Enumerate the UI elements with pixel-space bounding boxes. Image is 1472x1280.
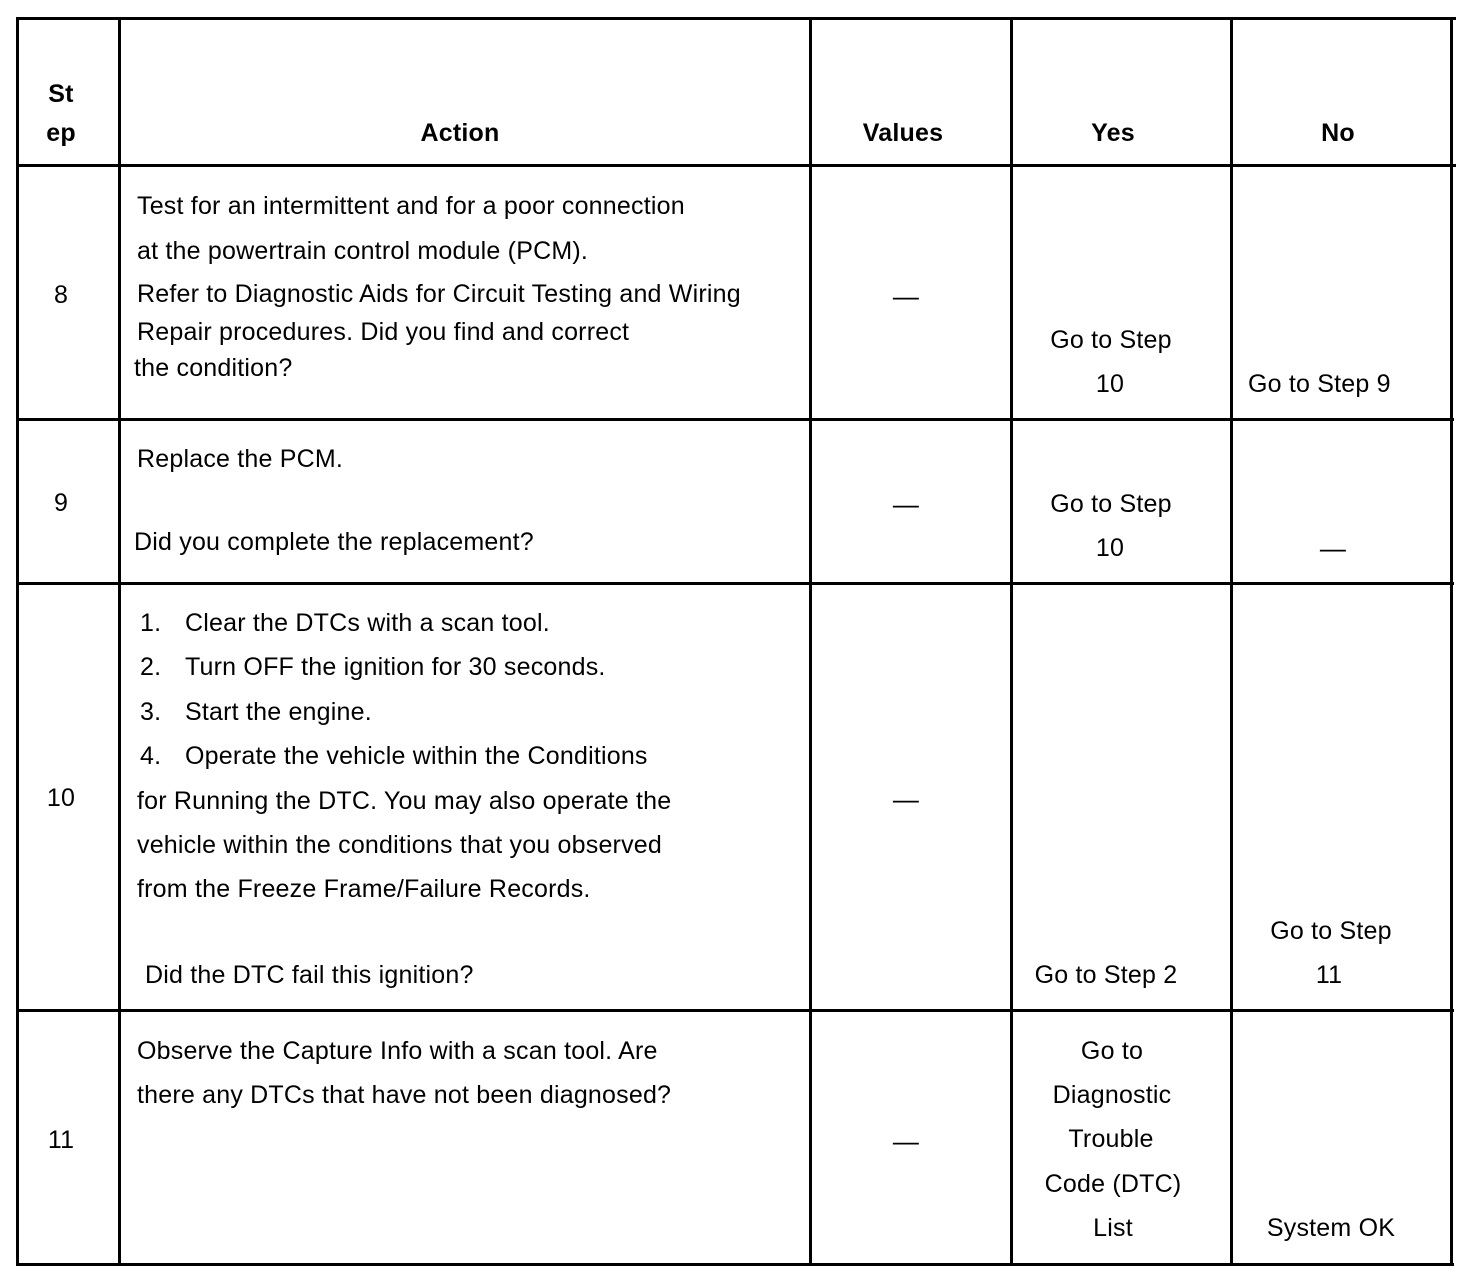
action-text: there any DTCs that have not been diagnosed? xyxy=(137,1081,672,1109)
value-dash: — xyxy=(892,489,920,519)
row-divider xyxy=(16,1009,1454,1012)
action-text: vehicle within the conditions that you observed xyxy=(137,831,662,859)
list-number: 3. xyxy=(140,698,162,726)
column-divider xyxy=(1230,17,1233,1266)
list-number: 2. xyxy=(140,653,162,681)
list-number: 1. xyxy=(140,609,162,637)
list-item: Turn OFF the ignition for 30 seconds. xyxy=(185,653,606,681)
header-action: Action xyxy=(420,119,500,147)
table-border-left xyxy=(16,17,19,1266)
no-text: Go to Step xyxy=(1270,917,1392,945)
action-text: Did the DTC fail this ignition? xyxy=(145,961,474,989)
yes-text: 10 xyxy=(1095,534,1125,562)
yes-text: Code (DTC) xyxy=(1044,1170,1182,1198)
action-text: Did you complete the replacement? xyxy=(134,528,534,556)
no-text: Go to Step 9 xyxy=(1248,370,1391,398)
header-values: Values xyxy=(862,119,944,147)
column-divider xyxy=(118,17,121,1266)
yes-text: Go to Step xyxy=(1050,490,1172,518)
action-text: Replace the PCM. xyxy=(137,445,344,473)
header-step-line2: ep xyxy=(46,119,76,147)
action-text: Refer to Diagnostic Aids for Circuit Testing and Wiring xyxy=(137,280,741,308)
list-item: Clear the DTCs with a scan tool. xyxy=(185,609,550,637)
row-divider xyxy=(16,582,1454,585)
table-border-bottom xyxy=(16,1263,1454,1266)
yes-text: 10 xyxy=(1095,370,1125,398)
row-step-number: 11 xyxy=(47,1126,75,1154)
yes-text: Diagnostic xyxy=(1052,1081,1172,1109)
row-step-number: 8 xyxy=(53,281,69,309)
action-text: Observe the Capture Info with a scan tool. Are xyxy=(137,1037,658,1065)
action-text: from the Freeze Frame/Failure Records. xyxy=(137,875,591,903)
no-text: System OK xyxy=(1266,1214,1396,1242)
value-dash: — xyxy=(892,281,920,311)
action-text: Test for an intermittent and for a poor connection xyxy=(137,192,685,220)
yes-text: Go to xyxy=(1080,1037,1144,1065)
table-border-top xyxy=(16,17,1456,20)
action-text: for Running the DTC. You may also operate the xyxy=(137,787,672,815)
header-yes: Yes xyxy=(1091,119,1135,147)
action-text: the condition? xyxy=(134,354,293,382)
row-divider xyxy=(16,418,1454,421)
list-number: 4. xyxy=(140,742,162,770)
no-text: 11 xyxy=(1315,961,1343,989)
list-item: Start the engine. xyxy=(185,698,372,726)
no-dash: — xyxy=(1319,533,1347,563)
row-step-number: 10 xyxy=(46,784,76,812)
action-text: at the powertrain control module (PCM). xyxy=(137,237,589,265)
yes-text: Go to Step xyxy=(1050,326,1172,354)
value-dash: — xyxy=(892,1126,920,1156)
table-border-right xyxy=(1450,17,1453,1266)
yes-text: Trouble xyxy=(1068,1125,1154,1153)
column-divider xyxy=(1010,17,1013,1266)
column-divider xyxy=(809,17,812,1266)
header-no: No xyxy=(1321,119,1355,147)
row-step-number: 9 xyxy=(53,489,69,517)
yes-text: List xyxy=(1093,1214,1133,1242)
list-item: Operate the vehicle within the Conditions xyxy=(185,742,648,770)
header-divider xyxy=(16,164,1456,167)
value-dash: — xyxy=(892,784,920,814)
header-step-line1: St xyxy=(48,80,74,108)
yes-text: Go to Step 2 xyxy=(1034,961,1178,989)
action-text: Repair procedures. Did you find and correct xyxy=(137,318,630,346)
